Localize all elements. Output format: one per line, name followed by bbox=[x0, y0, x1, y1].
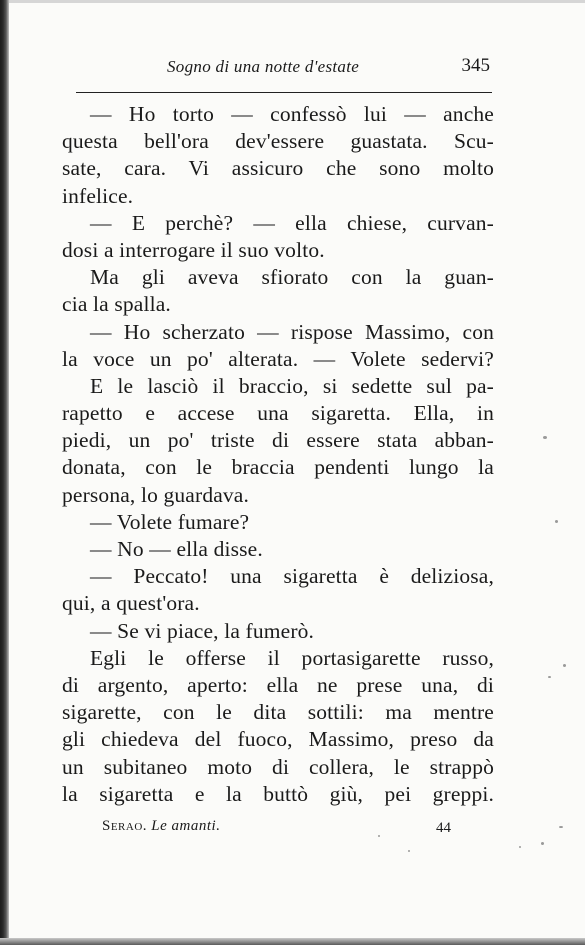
text-line: E le lasciò il braccio, si sedette sul pa- bbox=[90, 373, 494, 398]
text-line: piedi, un po' triste di essere stata abban- bbox=[62, 428, 494, 453]
text-line: la voce un po' alterata. — Volete sedervi? bbox=[62, 346, 494, 371]
page-number: 345 bbox=[461, 55, 490, 76]
page-header bbox=[78, 52, 490, 82]
page-bottom-edge bbox=[0, 938, 585, 945]
text-line: — Ho torto — confessò lui — anche bbox=[90, 102, 494, 126]
text-line: sigarette, con le dita sottili: ma mentre bbox=[62, 700, 494, 725]
signature-author: Serao. bbox=[102, 818, 148, 834]
paper-speck bbox=[563, 664, 566, 667]
sheet-number: 44 bbox=[436, 820, 451, 836]
text-line: la sigaretta e la buttò giù, pei greppi. bbox=[62, 781, 494, 806]
text-line: qui, a quest'ora. bbox=[62, 591, 200, 616]
text-line: — Se vi piace, la fumerò. bbox=[90, 618, 315, 643]
paper-speck bbox=[555, 520, 558, 523]
text-line: cia la spalla. bbox=[62, 292, 171, 317]
running-title: Sogno di una notte d'estate bbox=[167, 57, 360, 76]
text-line: un subitaneo moto di collera, le strappò bbox=[62, 754, 494, 779]
page-top-edge bbox=[0, 0, 585, 3]
text-line: sate, cara. Vi assicuro che sono molto bbox=[62, 156, 494, 181]
page-footer bbox=[102, 818, 462, 842]
printer-signature bbox=[102, 818, 220, 835]
text-line: Ma gli aveva sfiorato con la guan- bbox=[90, 265, 494, 290]
text-line: — Volete fumare? bbox=[90, 509, 250, 534]
text-line: — No — ella disse. bbox=[90, 537, 263, 561]
text-line: di argento, aperto: ella ne prese una, di bbox=[62, 672, 494, 697]
paper-speck bbox=[548, 676, 551, 678]
text-line: donata, con le braccia pendenti lungo la bbox=[62, 455, 494, 480]
body-text bbox=[62, 101, 494, 808]
paper-speck bbox=[541, 842, 544, 845]
header-rule bbox=[76, 92, 492, 93]
text-line: rapetto e accese una sigaretta. Ella, in bbox=[62, 401, 494, 426]
paper-speck bbox=[519, 846, 521, 848]
paper-speck bbox=[543, 436, 547, 439]
paper-speck bbox=[408, 850, 410, 852]
text-line: Egli le offerse il portasigarette russo, bbox=[90, 645, 494, 670]
text-line: infelice. bbox=[62, 183, 134, 208]
text-line: persona, lo guardava. bbox=[62, 482, 250, 507]
paper-speck bbox=[559, 826, 563, 828]
text-line: questa bell'ora dev'essere guastata. Scu- bbox=[62, 129, 494, 154]
binding-shadow bbox=[0, 0, 9, 945]
text-line: dosi a interrogare il suo volto. bbox=[62, 237, 325, 262]
paper-speck bbox=[378, 835, 380, 837]
text-line: — Peccato! una sigaretta è deliziosa, bbox=[90, 564, 494, 589]
text-line: — Ho scherzato — rispose Massimo, con bbox=[90, 319, 494, 344]
text-line: — E perchè? — ella chiese, curvan- bbox=[90, 210, 494, 235]
signature-title: Le amanti. bbox=[151, 818, 221, 834]
text-line: gli chiedeva del fuoco, Massimo, preso da bbox=[62, 727, 494, 752]
